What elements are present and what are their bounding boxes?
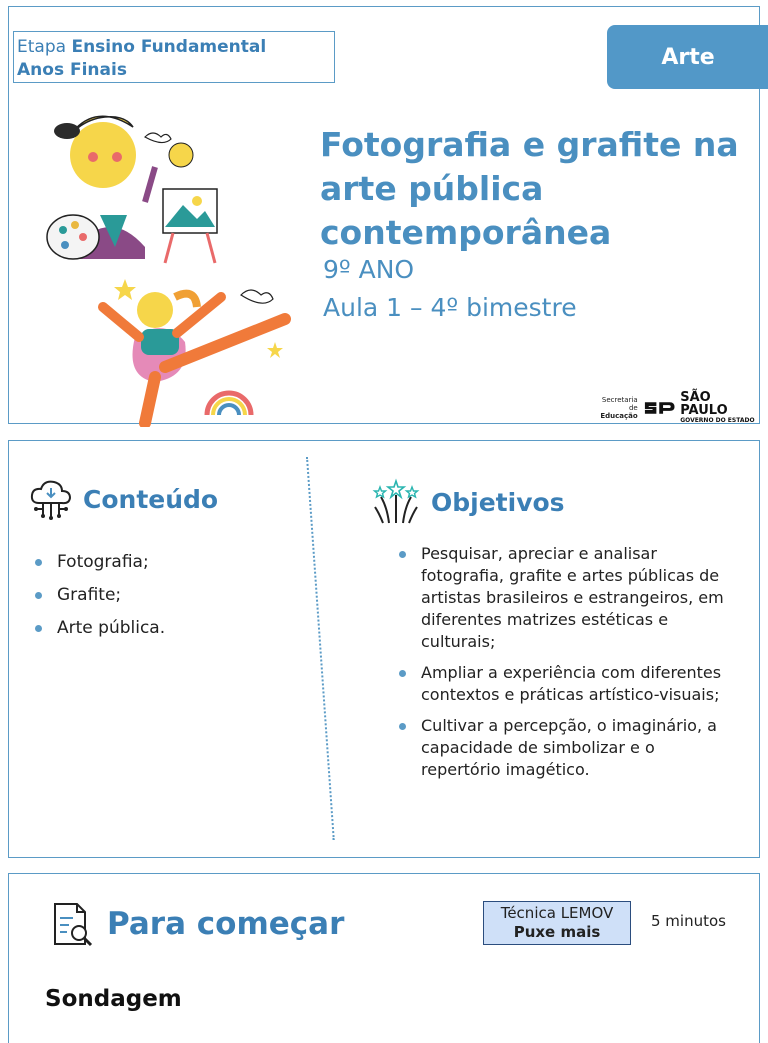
lesson-title: Fotografia e grafite na arte pública contemporânea [320,125,739,252]
sp-mark-icon [643,400,676,416]
list-item: Pesquisar, apreciar e analisar fotografia, grafite e artes públicas de artistas brasileiros e estrangeiros, em diferentes matrizes estéticas e culturais; [395,543,735,653]
para-comecar-heading [49,900,344,948]
list-item: Cultivar a percepção, o imaginário, a capacidade de simbolizar e o repertório imagético. [395,715,735,781]
conteudo-title: Conteúdo [83,484,219,514]
list-item: Arte pública. [31,617,165,639]
para-comecar-card [8,873,760,1043]
objetivos-list [395,543,735,790]
stage-prefix: Etapa [17,37,67,57]
para-comecar-title: Para começar [107,906,345,942]
list-item: Fotografia; [31,551,165,573]
cover-card [8,6,760,424]
duration-label: 5 minutos [651,912,726,930]
government-label: GOVERNO DO ESTADO [680,417,755,424]
document-search-icon [49,900,97,948]
sp-government-logo [593,391,759,424]
stage-sub: Anos Finais [17,60,127,80]
cloud-network-icon [29,477,73,521]
lesson-label: Aula 1 – 4º bimestre [323,293,577,322]
conteudo-heading [29,477,218,521]
subject-tab [607,25,768,89]
lemov-technique-box [483,901,631,945]
objetivos-title: Objetivos [431,487,565,517]
grade-label: 9º ANO [323,255,415,284]
state-text [680,391,759,424]
dotted-divider [306,457,335,840]
list-item: Grafite; [31,584,165,606]
stage-box [13,31,335,83]
artist-illustration [15,97,305,427]
secretaria-text [593,396,638,420]
secretaria-label: Secretaria de [601,395,638,412]
content-card [8,440,760,858]
grade-info [323,251,577,327]
educacao-label: Educação [600,411,638,420]
state-label: SÃO PAULO [680,390,728,418]
technique-label: Técnica LEMOV [500,904,614,922]
stage-name: Ensino Fundamental [71,37,267,57]
subject-label: Arte [661,44,715,70]
conteudo-list [31,551,165,650]
list-item: Ampliar a experiência com diferentes contextos e práticas artístico-visuais; [395,662,735,706]
objetivos-heading [371,477,565,527]
sondagem-subheading: Sondagem [45,986,182,1012]
fireworks-icon [371,477,421,527]
technique-name: Puxe mais [513,923,601,941]
